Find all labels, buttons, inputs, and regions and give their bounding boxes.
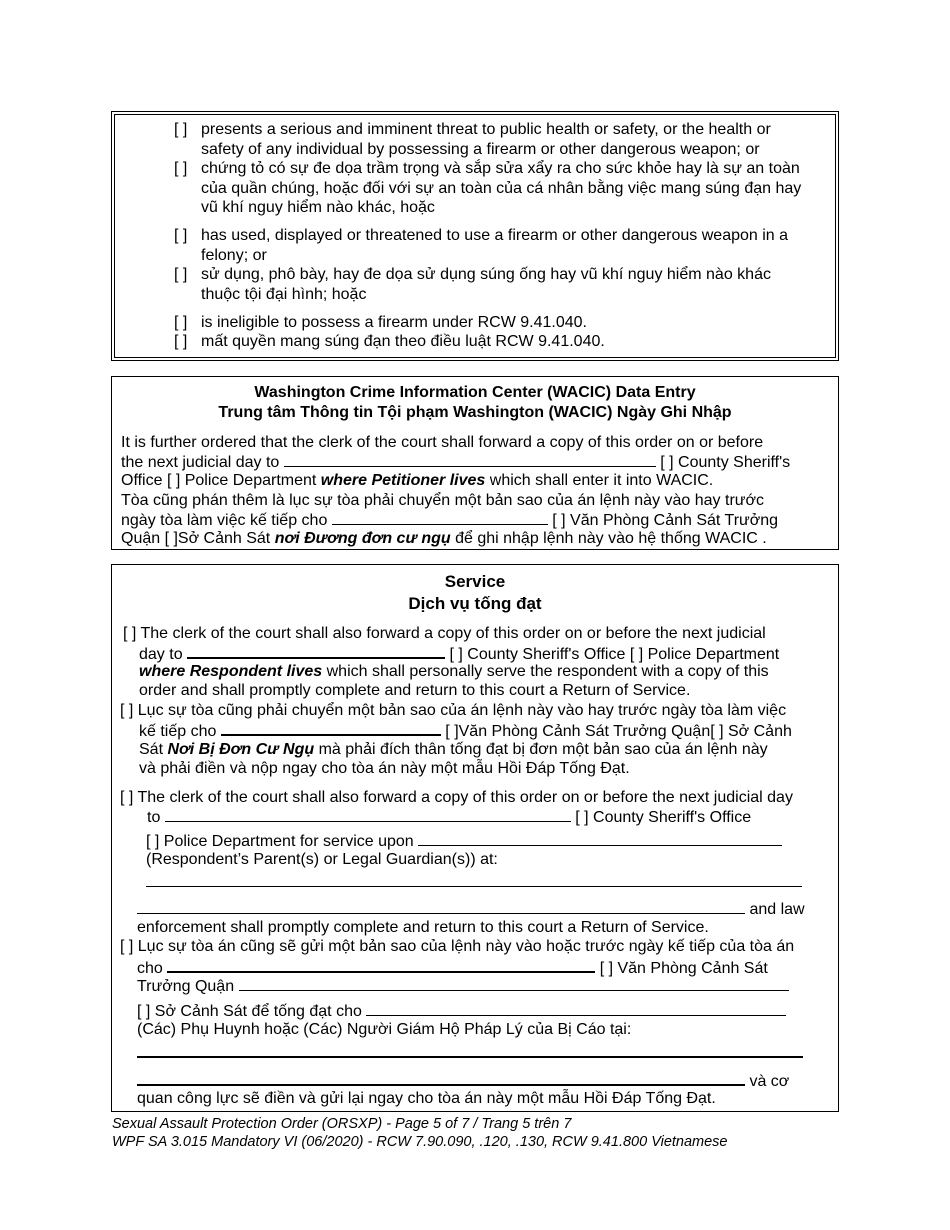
service-text: and law (749, 901, 805, 918)
service-line (137, 1001, 786, 1022)
checkbox[interactable]: [ ] (174, 333, 188, 350)
agency-blank-field[interactable] (187, 643, 445, 659)
county-sheriff-checkbox-label[interactable]: [ ] County Sheriff's Office (575, 809, 752, 826)
agency-blank-field[interactable] (167, 957, 595, 973)
address-field[interactable] (146, 886, 802, 887)
service-line: order and shall promptly complete and return to this court a Return of Service. (139, 682, 691, 699)
county-sheriff-checkbox-label[interactable]: [ ] County Sheriff's (660, 454, 791, 471)
police-dept-checkbox-label[interactable]: [ ] Sở Cảnh Sát để tống đạt cho (137, 1003, 362, 1020)
wacic-title-vi: Trung tâm Thông tin Tội phạm Washington (WACIC) Ngày Ghi Nhập (218, 404, 732, 421)
wacic-line: Tòa cũng phán thêm là lục sự tòa phải chuyển một bản sao của án lệnh này vào hay trước (121, 492, 764, 509)
service-line (146, 831, 782, 852)
checkbox[interactable]: [ ] (174, 121, 188, 138)
police-dept-checkbox-label[interactable]: Quận [ ]Sở Cảnh Sát (121, 530, 271, 547)
service-text: to (147, 809, 161, 826)
service-line (139, 720, 792, 742)
checkbox[interactable]: [ ] (174, 227, 188, 244)
address-field[interactable] (137, 899, 745, 914)
footer-form-code: WPF SA 3.015 Mandatory VI (06/2020) - RCW 7.90.090, .120, .130, RCW 9.41.800 Vietnamese (112, 1134, 728, 1150)
agency-blank-field[interactable] (221, 720, 441, 736)
sheriff-police-checkbox-labels[interactable]: [ ]Văn Phòng Cảnh Sát Trưởng Quận[ ] Sở Cảnh (445, 723, 792, 740)
criteria-text: has used, displayed or threatened to use a firearm or other dangerous weapon in a felony; or (201, 227, 789, 264)
service-option-line[interactable]: [ ] The clerk of the court shall also forward a copy of this order on or before the next judicial (123, 625, 766, 642)
wacic-text: để ghi nhập lệnh này vào hệ thống WACIC . (455, 530, 767, 547)
agency-blank-field[interactable] (165, 807, 571, 822)
firearm-criteria-box (111, 111, 839, 361)
emphasis-text: nơi Đương đơn cư ngụ (274, 530, 451, 547)
emphasis-text: where Petitioner lives (320, 472, 486, 489)
footer-form-title: Sexual Assault Protection Order (ORSXP) - Page 5 of 7 / Trang 5 trên 7 (112, 1116, 572, 1132)
agency-blank-field[interactable] (239, 976, 789, 991)
agency-blank-field[interactable] (332, 510, 548, 525)
service-line: enforcement shall promptly complete and return to this court a Return of Service. (137, 919, 709, 936)
service-title-vi: Dịch vụ tống đạt (408, 594, 542, 613)
service-text: mà phải đích thân tống đạt bị đơn một bản sao của án lệnh này (318, 741, 768, 758)
service-line: quan công lực sẽ điền và gửi lại ngay cho tòa án này một mẫu Hồi Đáp Tống Đạt. (137, 1090, 716, 1107)
service-line (139, 740, 768, 760)
service-line (147, 807, 751, 828)
criteria-text: presents a serious and imminent threat to public health or safety, or the health or safety of any individual by possessing a firearm or other dangerous weapon; or (201, 121, 771, 158)
wacic-section (111, 376, 839, 550)
criteria-text: sử dụng, phô bày, hay đe dọa sử dụng súng ống hay vũ khí nguy hiểm nào khác thuộc tội đại hình; hoặc (201, 266, 771, 303)
service-text: day to (139, 646, 183, 663)
county-sheriff-checkbox-label[interactable]: [ ] Văn Phòng Cảnh Sát Trưởng (552, 512, 779, 529)
checkbox[interactable]: [ ] (174, 266, 188, 283)
wacic-line (121, 452, 790, 473)
criteria-text: is ineligible to possess a firearm under RCW 9.41.040. (201, 314, 587, 331)
county-sheriff-checkbox-label[interactable]: [ ] Văn Phòng Cảnh Sát (599, 960, 768, 977)
police-dept-checkbox-label[interactable]: [ ] Police Department for service upon (146, 833, 414, 850)
service-option-line[interactable]: [ ] Lục sự tòa cũng phải chuyển một bản sao của án lệnh này vào hay trước ngày tòa làm việc (120, 702, 787, 719)
police-dept-checkbox-label[interactable]: Office [ ] Police Department (121, 472, 317, 489)
service-title-en: Service (444, 572, 506, 591)
service-line: (Respondent’s Parent(s) or Legal Guardian(s)) at: (146, 851, 498, 868)
wacic-line (121, 529, 767, 549)
wacic-line (121, 471, 713, 491)
parent-name-field[interactable] (418, 831, 782, 846)
agency-blank-field[interactable] (284, 452, 656, 467)
wacic-text: the next judicial day to (121, 454, 280, 471)
wacic-text: which shall enter it into WACIC. (489, 472, 714, 489)
service-text: which shall personally serve the respondent with a copy of this (326, 663, 769, 680)
service-text: và cơ (749, 1073, 790, 1090)
address-field[interactable] (137, 1056, 803, 1058)
service-section (111, 564, 839, 1112)
wacic-line: It is further ordered that the clerk of the court shall forward a copy of this order on or before (121, 434, 764, 451)
service-text: cho (137, 960, 163, 977)
checkbox[interactable]: [ ] (174, 314, 188, 331)
parent-name-field[interactable] (366, 1001, 786, 1016)
emphasis-text: where Respondent lives (139, 663, 323, 680)
service-option-line[interactable]: [ ] The clerk of the court shall also forward a copy of this order on or before the next judicial day (120, 789, 793, 806)
wacic-line (121, 510, 778, 531)
service-line: (Các) Phụ Huynh hoặc (Các) Người Giám Hộ Pháp Lý của Bị Cáo tại: (137, 1021, 632, 1038)
address-field[interactable] (137, 1070, 745, 1086)
criteria-text: chứng tỏ có sự đe dọa trầm trọng và sắp sửa xẩy ra cho sức khỏe hay là sự an toàn của quần chúng, hoặc đối với sự an toàn của cá nhân bằng việc mang súng đạn hay vũ khí nguy hiểm nào khác, hoặc (201, 160, 802, 216)
service-line: và phải điền và nộp ngay cho tòa án này một mẫu Hồi Đáp Tống Đạt. (139, 760, 630, 777)
service-line (139, 662, 769, 682)
service-line (137, 899, 805, 920)
service-text: kế tiếp cho (139, 723, 217, 740)
service-text: Trưởng Quận (137, 978, 235, 995)
checkbox[interactable]: [ ] (174, 160, 188, 177)
criteria-text: mất quyền mang súng đạn theo điều luật RCW 9.41.040. (201, 333, 605, 350)
emphasis-text: Nơi Bị Đơn Cư Ngụ (167, 741, 315, 758)
wacic-text: ngày tòa làm việc kế tiếp cho (121, 512, 328, 529)
service-line (137, 976, 789, 997)
wacic-title-en: Washington Crime Information Center (WACIC) Data Entry (254, 384, 696, 401)
police-dept-checkbox-label[interactable]: [ ] Police Department (629, 646, 780, 663)
service-text: Sát (139, 741, 164, 758)
county-sheriff-checkbox-label[interactable]: [ ] County Sheriff's Office (449, 646, 626, 663)
service-option-line[interactable]: [ ] Lục sự tòa án cũng sẽ gửi một bản sao của lệnh này vào hoặc trước ngày kế tiếp của tòa án (120, 938, 795, 955)
